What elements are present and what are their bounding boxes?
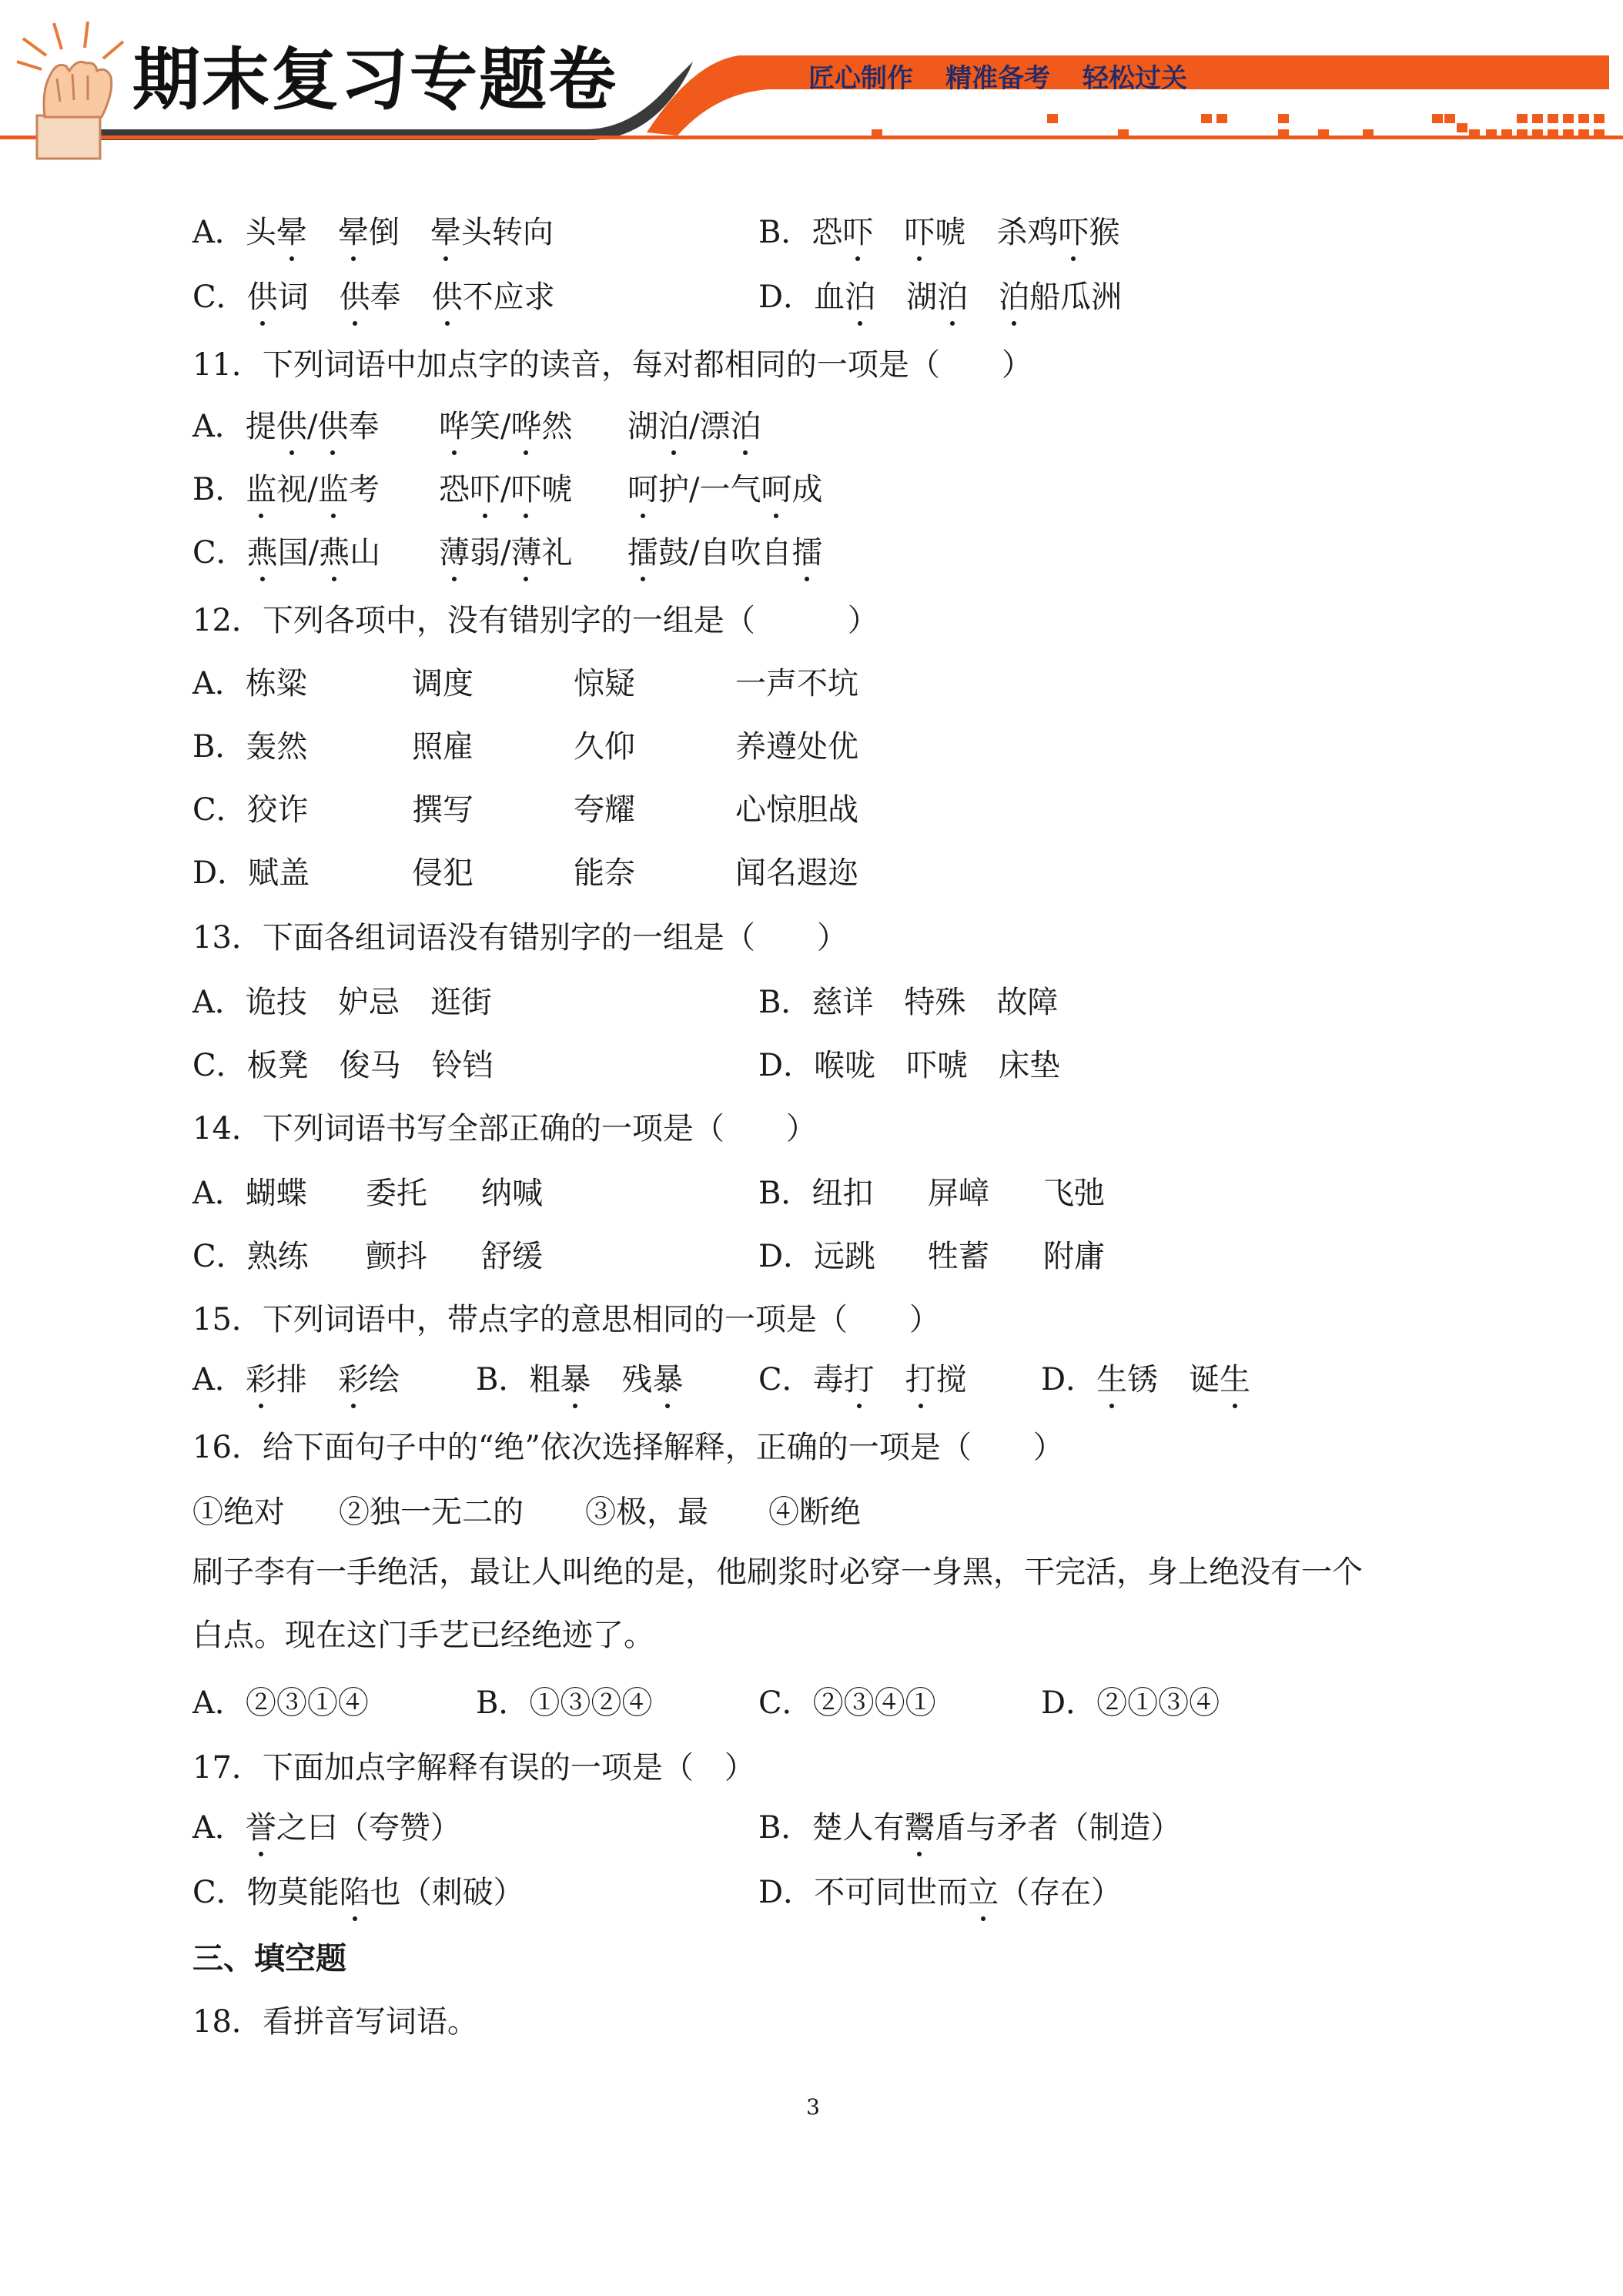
q15-option-c: C．毒打 打搅 [758,1362,967,1397]
q16-option-b: B．①③②④ [476,1685,653,1721]
q11-option-a-3: 湖泊/漂泊 [627,409,761,444]
q13-option-b: B．慈详 特殊 故障 [758,985,1059,1020]
q12-stem: 12．下列各项中，没有错别字的一组是（ ） [192,603,878,638]
q14-option-d-2: 牲蓄 [928,1239,989,1274]
q14-option-b-2: 屏嶂 [928,1176,989,1211]
q11-option-a-2: 哗笑/哗然 [439,409,573,444]
q13-option-c: C．板凳 俊马 铃铛 [192,1048,494,1083]
slogan-1: 匠心制作 [808,63,913,94]
q10-option-b: B．恐吓 吓唬 杀鸡吓猴 [758,215,1120,250]
q12-option-a-4: 一声不坑 [735,666,858,701]
q11-option-c-2: 薄弱/薄礼 [439,535,573,571]
q15-stem: 15．下列词语中，带点字的意思相同的一项是（ ） [192,1302,940,1337]
q10-option-c: C．供词 供奉 供不应求 [192,279,555,315]
q13-option-a: A．诡技 妒忌 逛街 [192,985,492,1020]
q10-option-d: D．血泊 湖泊 泊船瓜洲 [758,279,1123,315]
q16-meaning-4: ④断绝 [768,1494,861,1530]
q16-option-c: C．②③④① [758,1685,936,1721]
page-header [0,0,1623,154]
slogan-3: 轻松过关 [1083,63,1187,94]
q12-option-a-2: 调度 [412,666,474,701]
q14-option-d-3: 附庸 [1043,1239,1105,1274]
q12-option-c-2: 撰写 [412,792,474,828]
q14-option-c-2: 颤抖 [366,1239,427,1274]
q12-option-b-3: 久仰 [574,729,635,765]
q12-option-c-1: C．狡诈 [192,792,309,828]
q17-option-a: A．誉之曰（夸赞） [192,1810,461,1846]
page-title: 期末复习专题卷 [132,40,618,119]
q11-option-c-3: 擂鼓/自吹自擂 [627,535,823,571]
q14-option-c-3: 舒缓 [481,1239,543,1274]
q12-option-c-3: 夸耀 [574,792,635,828]
q10-option-a: A．头晕 晕倒 晕头转向 [192,215,554,250]
q11-stem: 11．下列词语中加点字的读音，每对都相同的一项是（ ） [192,347,1032,383]
q14-stem: 14．下列词语书写全部正确的一项是（ ） [192,1111,817,1146]
q12-option-b-4: 养遵处优 [735,729,858,765]
q12-option-d-2: 侵犯 [412,855,474,891]
q14-option-c-1: C．熟练 [192,1239,309,1274]
q14-option-a-2: 委托 [366,1176,427,1211]
q15-option-d: D．生锈 诞生 [1041,1362,1251,1397]
q16-meaning-1: ①绝对 [192,1494,285,1530]
q16-passage-line-1: 刷子李有一手绝活，最让人叫绝的是，他刷浆时必穿一身黑，干完活，身上绝没有一个 [192,1555,1363,1590]
q14-option-a-1: A．蝴蝶 [192,1176,307,1211]
q17-stem: 17．下面加点字解释有误的一项是（ ） [192,1750,755,1786]
q16-stem: 16．给下面句子中的“绝”依次选择解释，正确的一项是（ ） [192,1430,1064,1465]
q14-option-a-3: 纳喊 [481,1176,543,1211]
q17-option-b: B．楚人有鬻盾与矛者（制造） [758,1810,1182,1846]
q14-option-d-1: D．远跳 [758,1239,876,1274]
q12-option-c-4: 心惊胆战 [735,792,858,828]
q17-option-c: C．物莫能陷也（刺破） [192,1875,524,1910]
q11-option-b-2: 恐吓/吓唬 [439,472,573,507]
q11-option-a: A．提供/供奉 [192,409,380,444]
q11-option-b: B．监视/监考 [192,472,380,507]
q16-option-d: D．②①③④ [1041,1685,1220,1721]
q16-passage-line-2: 白点。现在这门手艺已经绝迹了。 [192,1618,654,1653]
q16-meaning-2: ②独一无二的 [339,1494,524,1530]
q12-option-d-1: D．赋盖 [192,855,310,891]
q16-meaning-3: ③极，最 [585,1494,708,1530]
q12-option-b-2: 照雇 [412,729,474,765]
q17-option-d: D．不可同世而立（存在） [758,1875,1123,1910]
q11-option-c: C．燕国/燕山 [192,535,381,571]
q12-option-b-1: B．轰然 [192,729,308,765]
q11-option-b-3: 呵护/一气呵成 [627,472,823,507]
q14-option-b-1: B．纽扣 [758,1176,874,1211]
q14-option-b-3: 飞弛 [1043,1176,1105,1211]
q15-option-a: A．彩排 彩绘 [192,1362,400,1397]
slogan-2: 精准备考 [945,63,1050,94]
q13-stem: 13．下面各组词语没有错别字的一组是（ ） [192,920,848,956]
q18-stem: 18．看拼音写词语。 [192,2004,478,2040]
q13-option-d: D．喉咙 吓唬 床垫 [758,1048,1061,1083]
q12-option-d-3: 能奈 [574,855,635,891]
q12-option-a-1: A．栋粱 [192,666,307,701]
section-heading: 三、填空题 [192,1941,346,1976]
q15-option-b: B．粗暴 残暴 [476,1362,684,1397]
page-number: 3 [806,2094,820,2120]
raised-fist-icon [11,15,142,162]
q12-option-d-4: 闻名遐迩 [735,855,858,891]
q16-option-a: A．②③①④ [192,1685,369,1721]
q12-option-a-3: 惊疑 [574,666,635,701]
header-slogans [808,57,1187,95]
